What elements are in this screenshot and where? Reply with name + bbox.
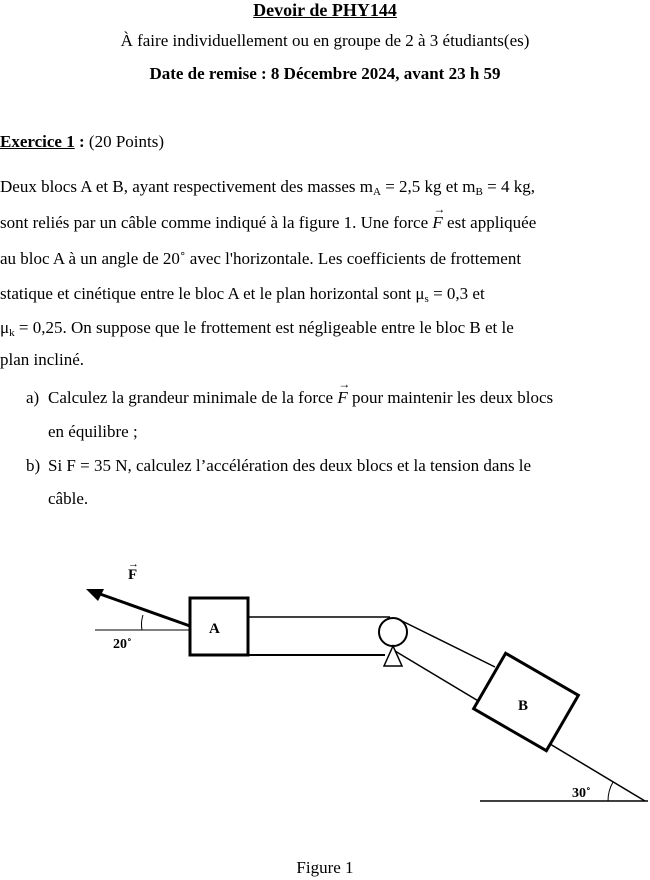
text-run: est appliquée [442, 213, 537, 232]
angle-label-force: 20˚ [113, 637, 132, 652]
subscript-k: k [9, 327, 15, 339]
angle-arc-incline [608, 782, 613, 801]
figure-caption: Figure 1 [296, 858, 354, 877]
exercise-colon: : [74, 132, 85, 151]
subscript-a: A [372, 186, 381, 198]
text-run: Calculez la grandeur minimale de la force [48, 388, 338, 407]
exercise-label: Exercice 1 [0, 132, 75, 151]
text-run: sont reliés par un câble comme indiqué à la figure 1. Une force [0, 213, 433, 232]
question-a-letter: a) [26, 388, 40, 407]
assignment-title: Devoir de PHY144 [253, 0, 397, 20]
text-run: = 0,25. On suppose que le frottement est négligeable entre le bloc B et le [14, 318, 514, 337]
statement-line-1 [0, 177, 535, 198]
angle-label-incline: 30˚ [572, 786, 591, 801]
due-date: Date de remise : 8 Décembre 2024, avant 23 h 59 [149, 64, 501, 83]
force-label: F [128, 567, 138, 583]
statement-line-3: au bloc A à un angle de 20˚ avec l'horizontale. Les coefficients de frottement [0, 249, 522, 268]
text-run: statique et cinétique entre le bloc A et le plan horizontal sont μ [0, 284, 425, 303]
text-run: = 2,5 kg et m [380, 177, 476, 196]
block-b-label: B [518, 698, 529, 714]
subscript-s: s [424, 293, 429, 305]
assignment-subtitle: À faire individuellement ou en groupe de 2 à 3 étudiants(es) [120, 31, 530, 50]
question-a-line-2: en équilibre ; [48, 422, 138, 441]
question-b-line-1: Si F = 35 N, calculez l’accélération des deux blocs et la tension dans le [48, 456, 532, 475]
statement-line-2 [0, 213, 536, 233]
exercise-points: (20 Points) [84, 132, 164, 151]
exercise-heading [0, 132, 164, 152]
text-run: Deux blocs A et B, ayant respectivement des masses m [0, 177, 373, 196]
force-vector-symbol: → F [337, 388, 347, 408]
subscript-b: B [475, 186, 483, 198]
text-run: = 0,3 et [428, 284, 485, 303]
text-run: = 4 kg, [482, 177, 535, 196]
force-arrow-shaft [100, 594, 190, 626]
text-run: pour maintenir les deux blocs [347, 388, 554, 407]
statement-line-5 [0, 318, 514, 339]
question-a-line-1 [48, 388, 553, 408]
question-b-line-2: câble. [48, 489, 89, 508]
cable-incline [400, 620, 495, 667]
statement-line-4 [0, 284, 485, 305]
pulley-support [384, 646, 402, 666]
force-label-arrow: → [128, 558, 139, 570]
statement-line-6: plan incliné. [0, 350, 85, 369]
question-b-letter: b) [26, 456, 41, 475]
figure-1-diagram [0, 555, 650, 855]
text-run: μ [0, 318, 10, 337]
angle-arc-force [141, 615, 143, 630]
block-a-label: A [209, 621, 220, 637]
force-vector-symbol: → F [432, 213, 442, 233]
